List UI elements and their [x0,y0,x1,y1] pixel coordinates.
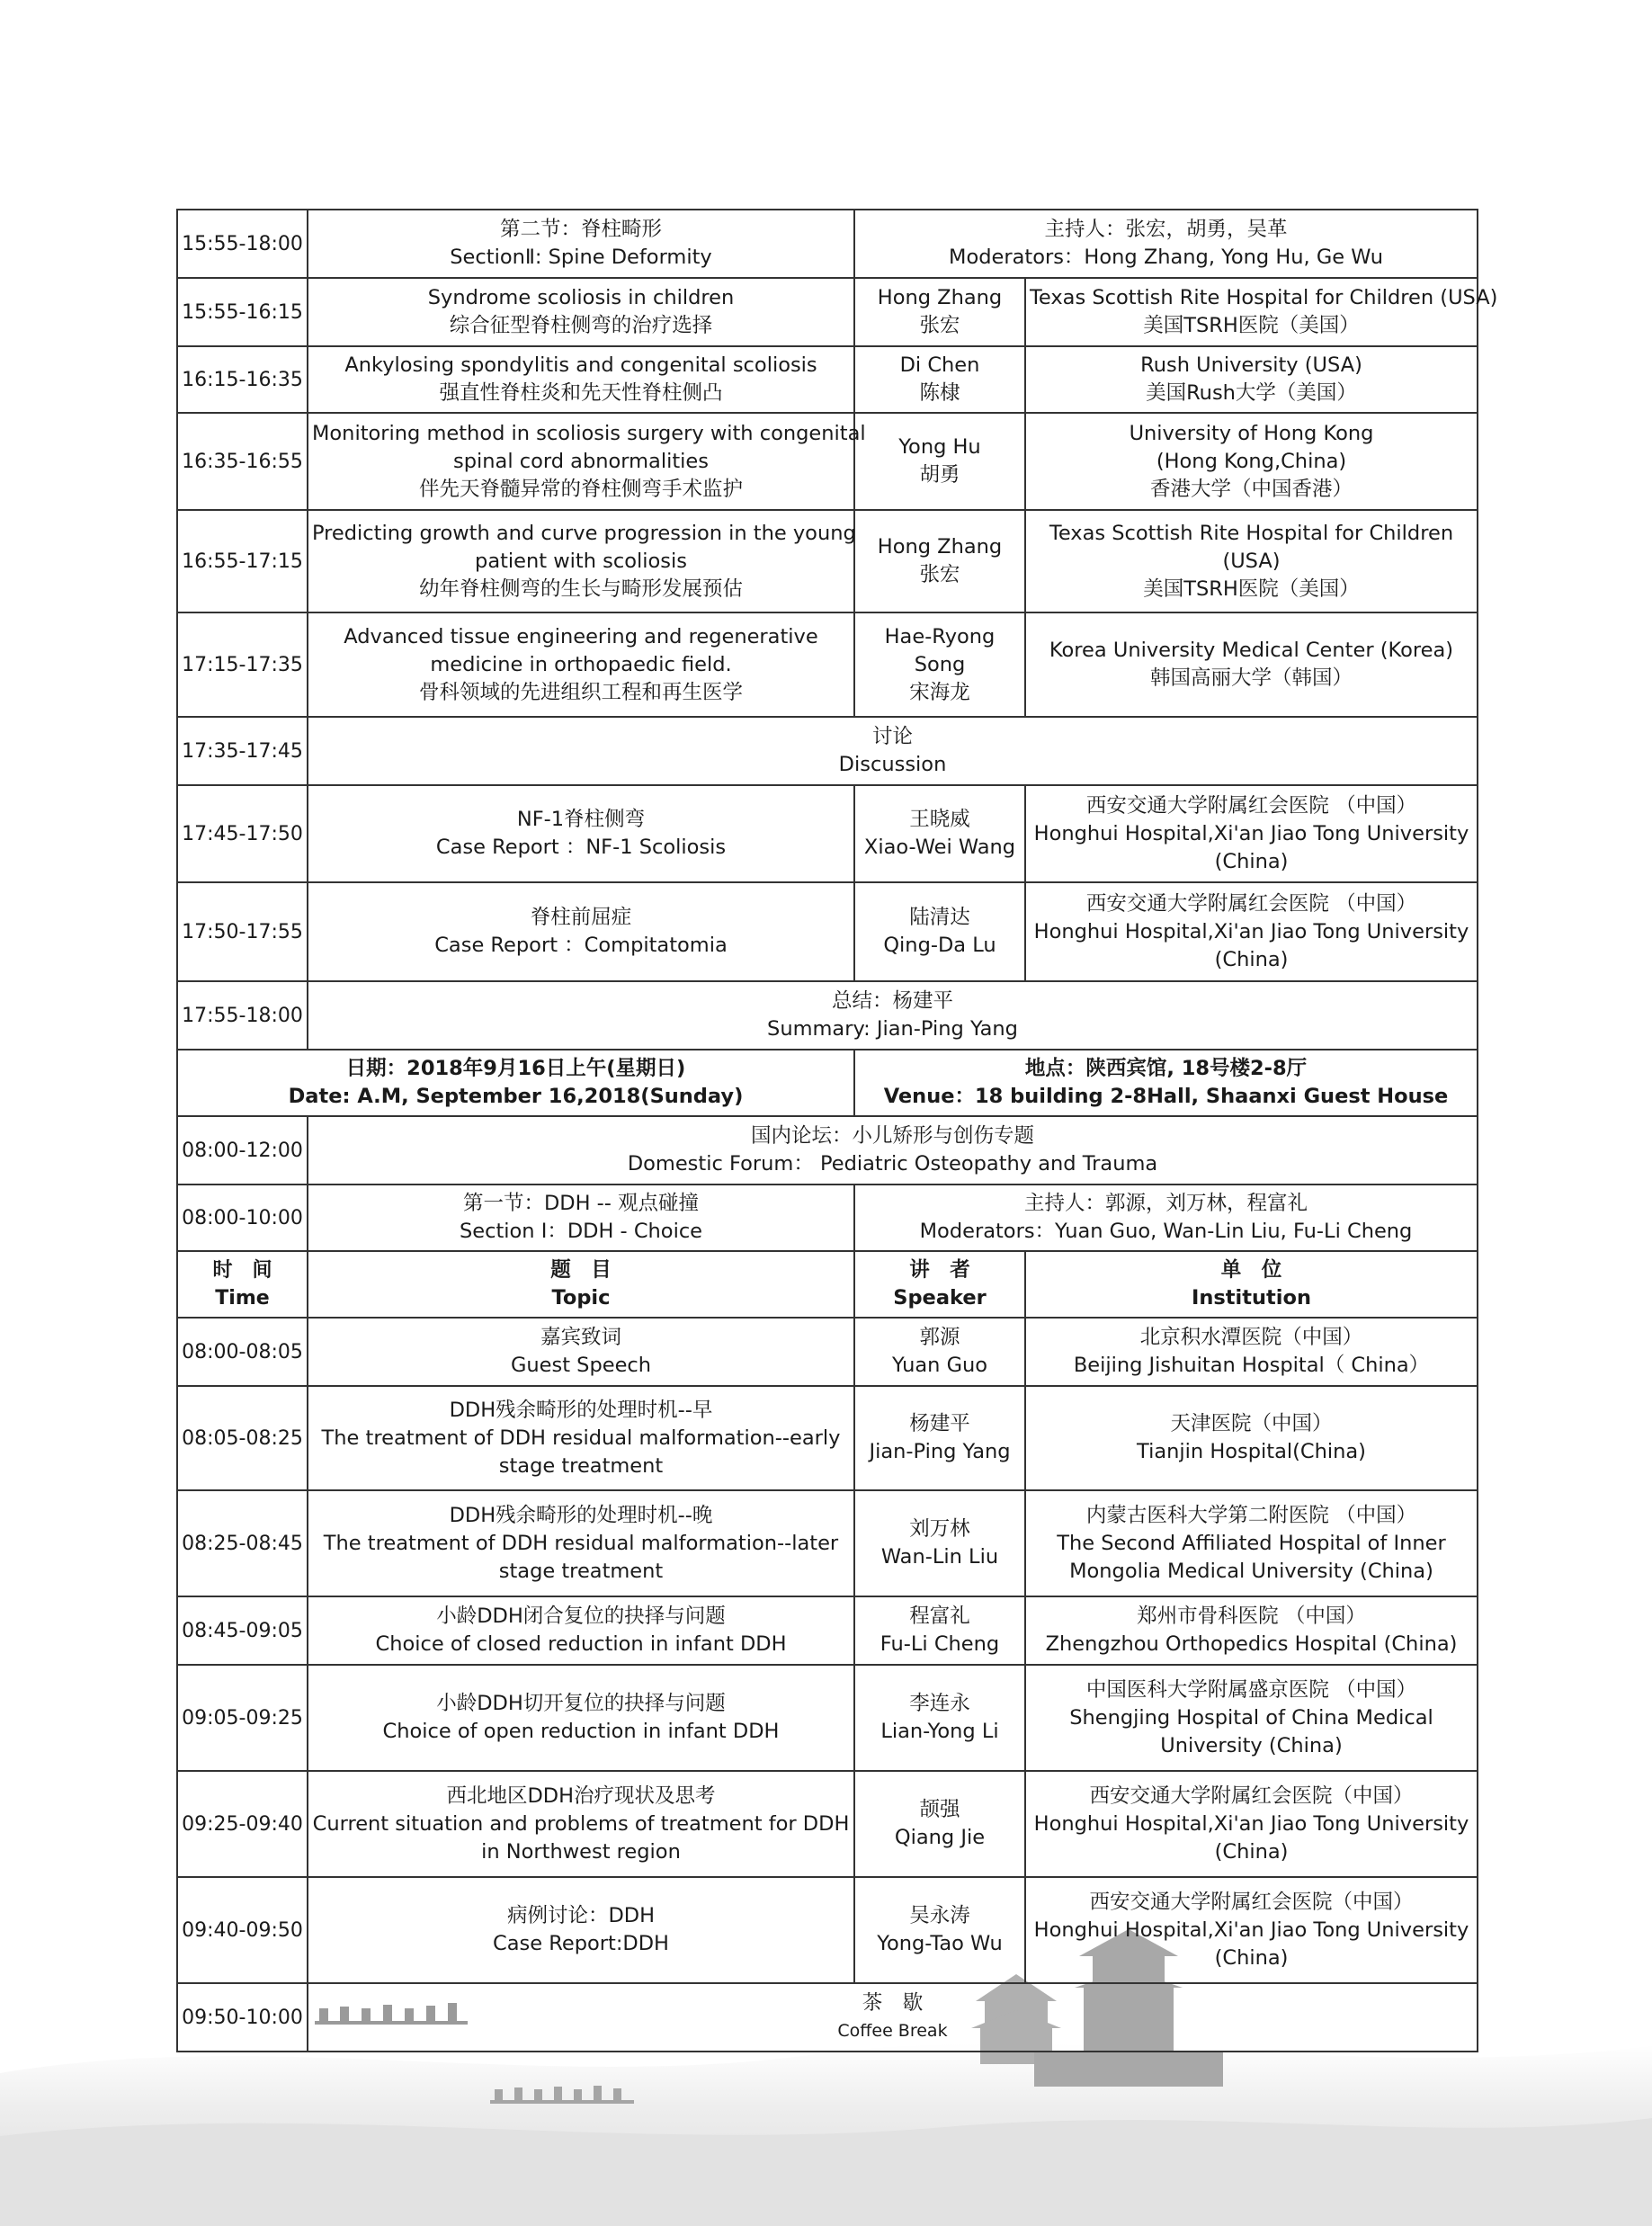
talk-row [177,510,1478,612]
speaker-cell [854,510,1025,612]
institution-cell-line: University (China) [1160,1733,1343,1757]
institution-cell [1025,882,1478,981]
speaker-cell [854,1665,1025,1771]
institution-cell [1025,1665,1478,1771]
institution-cell-line: 韩国高丽大学（韩国） [1149,666,1353,690]
time-cell: 08:00-08:05 [177,1318,308,1386]
speaker-cell [854,413,1025,510]
talk-row [177,1318,1478,1386]
topic-cell-line: Syndrome scoliosis in children [427,286,735,309]
section-row [177,1185,1478,1251]
institution-cell-line: Honghui Hospital,Xi'an Jiao Tong University [1033,1811,1469,1836]
institution-cell-line: (China) [1214,849,1289,873]
header-speaker-line: 讲 者 [909,1258,970,1282]
institution-cell [1025,1386,1478,1490]
topic-cell [308,785,854,882]
plenary-cell-line: 总结：杨建平 [831,989,953,1013]
header-topic-line: 题 目 [550,1258,612,1282]
institution-cell-line: 内蒙古医科大学第二附医院 （中国） [1085,1503,1417,1527]
talk-row [177,882,1478,981]
header-topic-line: Topic [551,1286,611,1310]
speaker-cell-line: Hae-Ryong [884,624,996,648]
topic-cell [308,1665,854,1771]
topic-cell [308,1877,854,1983]
speaker-cell-line: 程富礼 [909,1605,970,1628]
time-cell: 15:55-16:15 [177,278,308,346]
speaker-cell-line: Yuan Guo [891,1354,988,1377]
venue-cell-line: Venue：18 building 2-8Hall, Shaanxi Guest House [883,1085,1449,1108]
plenary-cell [308,1116,1478,1185]
topic-cell-line: The treatment of DDH residual malformation--early [321,1426,841,1450]
speaker-cell-line: Yong-Tao Wu [877,1932,1003,1955]
speaker-cell-line: Fu-Li Cheng [880,1632,1000,1656]
talk-row [177,1596,1478,1665]
time-cell: 09:40-09:50 [177,1877,308,1983]
speaker-cell-line: Yong Hu [898,435,981,459]
speaker-cell [854,785,1025,882]
section-title-cell-line: 第二节：脊柱畸形 [499,218,662,241]
speaker-cell-line: 张宏 [919,314,960,337]
topic-cell-line: Choice of closed reduction in infant DDH [375,1632,787,1656]
institution-cell [1025,1771,1478,1877]
plenary-row [177,1116,1478,1185]
speaker-cell-line: Jian-Ping Yang [869,1440,1011,1463]
topic-cell-line: patient with scoliosis [475,549,687,573]
plenary-cell-line: Discussion [838,753,947,776]
topic-cell-line: 骨科领域的先进组织工程和再生医学 [418,680,743,704]
time-cell: 08:00-10:00 [177,1185,308,1251]
time-cell: 17:55-18:00 [177,981,308,1050]
topic-cell [308,882,854,981]
speaker-cell [854,1386,1025,1490]
topic-cell-line: DDH残余畸形的处理时机--晚 [449,1503,713,1527]
talk-row [177,612,1478,717]
topic-cell [308,1490,854,1596]
institution-cell [1025,612,1478,717]
time-cell: 08:45-09:05 [177,1596,308,1665]
time-cell: 08:25-08:45 [177,1490,308,1596]
section-row [177,210,1478,278]
institution-cell-line: Shengjing Hospital of China Medical [1069,1705,1433,1730]
institution-cell-line: 香港大学（中国香港） [1149,477,1353,501]
header-time-line: Time [215,1287,270,1310]
speaker-cell-line: 刘万林 [909,1517,970,1541]
topic-cell [308,510,854,612]
speaker-cell-line: Song [914,652,966,676]
header-speaker [854,1251,1025,1318]
talk-row [177,278,1478,346]
topic-cell-line: Advanced tissue engineering and regenerative [344,624,818,648]
speaker-cell-line: Di Chen [899,353,980,377]
institution-cell-line: University of Hong Kong [1129,421,1374,445]
speaker-cell-line: Wan-Lin Liu [880,1545,999,1569]
institution-cell-line: (China) [1214,1945,1289,1970]
header-time-line: 时 间 [212,1259,272,1282]
topic-cell-line: The treatment of DDH residual malformation--later [323,1531,839,1555]
header-topic [308,1251,854,1318]
section-title-cell-line: 第一节：DDH -- 观点碰撞 [462,1192,700,1215]
header-institution-line: Institution [1192,1286,1311,1310]
speaker-cell-line: 张宏 [919,563,960,586]
moderators-cell-line: 主持人：郭源，刘万林，程富礼 [1023,1192,1308,1215]
topic-cell-line: Case Report ：NF-1 Scoliosis [435,836,727,859]
topic-cell-line: Guest Speech [510,1354,652,1377]
moderators-cell [854,210,1478,278]
topic-cell-line: stage treatment [498,1453,664,1478]
coffee-break-cell-line: Coffee Break [837,2021,948,2041]
plenary-row [177,717,1478,785]
topic-cell-line: Case Report:DDH [493,1932,669,1955]
institution-cell-line: Korea University Medical Center (Korea) [1049,639,1454,662]
topic-cell-line: Ankylosing spondylitis and congenital scoliosis [344,353,817,377]
moderators-cell [854,1185,1478,1251]
topic-cell [308,413,866,510]
institution-cell-line: 天津医院（中国） [1170,1412,1333,1435]
institution-cell-line: Zhengzhou Orthopedics Hospital (China) [1045,1632,1458,1656]
time-cell: 16:55-17:15 [177,510,308,612]
institution-cell [1025,346,1478,413]
topic-cell-line: 嘉宾致词 [540,1326,621,1349]
talk-row [177,413,1478,510]
time-cell: 16:15-16:35 [177,346,308,413]
speaker-cell-line: 宋海龙 [909,680,970,704]
institution-cell-line: Honghui Hospital,Xi'an Jiao Tong University [1033,919,1469,943]
institution-cell-line: 郑州市骨科医院 （中国） [1137,1605,1366,1628]
topic-cell-line: 小龄DDH切开复位的抉择与问题 [436,1692,726,1715]
time-cell: 09:25-09:40 [177,1771,308,1877]
date-venue-row [177,1050,1478,1116]
speaker-cell-line: 颉强 [919,1798,960,1821]
schedule-table [176,209,1498,2052]
institution-cell-line: (China) [1214,1839,1289,1864]
topic-cell-line: 西北地区DDH治疗现状及思考 [446,1783,716,1808]
speaker-cell-line: 陈棣 [919,381,960,405]
moderators-cell-line: 主持人：张宏，胡勇，吴革 [1044,218,1288,241]
section-title-cell [308,210,854,278]
time-cell: 09:50-10:00 [177,1983,308,2052]
plenary-cell [308,717,1478,785]
topic-cell [308,1386,854,1490]
speaker-cell [854,346,1025,413]
topic-cell [308,346,854,413]
institution-cell-line: Beijing Jishuitan Hospital（ China） [1073,1354,1430,1377]
speaker-cell-line: 胡勇 [919,463,960,487]
speaker-cell [854,1596,1025,1665]
institution-cell [1025,785,1478,882]
topic-cell [308,1596,854,1665]
time-cell: 16:35-16:55 [177,413,308,510]
talk-row [177,1386,1478,1490]
institution-cell-line: Texas Scottish Rite Hospital for Children (USA) [1030,286,1498,309]
date-cell [177,1050,854,1116]
speaker-cell [854,278,1025,346]
institution-cell-line: (Hong Kong,China) [1156,449,1347,473]
topic-cell-line: Monitoring method in scoliosis surgery with congenital [312,421,866,445]
talk-row [177,1665,1478,1771]
institution-cell-line: Honghui Hospital,Xi'an Jiao Tong University [1033,1918,1469,1942]
date-cell-line: Date: A.M, September 16,2018(Sunday) [288,1085,744,1108]
column-header-row [177,1251,1478,1318]
institution-cell-line: 美国TSRH医院（美国） [1143,314,1360,337]
speaker-cell [854,1318,1025,1386]
coffee-break-cell [308,1983,1478,2052]
plenary-cell-line: Domestic Forum： Pediatric Osteopathy and Trauma [627,1152,1158,1176]
topic-cell [308,1318,854,1386]
header-institution [1025,1251,1478,1318]
institution-cell-line: (USA) [1222,549,1281,573]
speaker-cell [854,1877,1025,1983]
speaker-cell [854,1490,1025,1596]
institution-cell [1025,1877,1478,1983]
coffee-break-row [177,1983,1478,2052]
venue-cell-line: 地点：陕西宾馆, 18号楼2-8厅 [1024,1057,1308,1080]
speaker-cell-line: 李连永 [909,1692,970,1715]
moderators-cell-line: Moderators：Yuan Guo, Wan-Lin Liu, Fu-Li Cheng [919,1220,1413,1243]
speaker-cell [854,882,1025,981]
topic-cell-line: in Northwest region [481,1839,681,1864]
plenary-cell [308,981,1478,1050]
time-cell: 17:35-17:45 [177,717,308,785]
plenary-row [177,981,1478,1050]
topic-cell-line: DDH残余畸形的处理时机--早 [449,1398,713,1422]
topic-cell-line: Case Report ：Compitatomia [434,934,728,957]
section-title-cell-line: SectionⅡ: Spine Deformity [450,246,712,269]
plenary-cell-line: 国内论坛：小儿矫形与创伤专题 [750,1124,1034,1148]
time-cell: 17:15-17:35 [177,612,308,717]
topic-cell [308,612,854,717]
institution-cell [1025,1596,1478,1665]
speaker-cell-line: 陆清达 [909,906,970,929]
institution-cell-line: Honghui Hospital,Xi'an Jiao Tong University [1033,821,1469,845]
header-speaker-line: Speaker [893,1286,987,1310]
speaker-cell-line: Hong Zhang [877,286,1003,309]
topic-cell-line: 伴先天脊髓异常的脊柱侧弯手术监护 [418,477,743,501]
institution-cell-line: 中国医科大学附属盛京医院 （中国） [1085,1677,1417,1702]
speaker-cell-line: 王晓威 [909,808,970,831]
coffee-break-cell-line: 茶 歇 [862,1991,924,2015]
plenary-cell-line: Summary: Jian-Ping Yang [767,1017,1018,1041]
talk-row [177,1877,1478,1983]
time-cell: 08:00-12:00 [177,1116,308,1185]
topic-cell-line: spinal cord abnormalities [453,449,709,473]
institution-cell-line: Mongolia Medical University (China) [1069,1559,1433,1583]
institution-cell-line: 美国TSRH医院（美国） [1143,577,1360,601]
plenary-cell-line: 讨论 [871,725,913,748]
topic-cell-line: 小龄DDH闭合复位的抉择与问题 [436,1605,726,1628]
topic-cell-line: 脊柱前屈症 [530,906,632,929]
speaker-cell-line: Lian-Yong Li [880,1720,999,1743]
header-time [177,1251,308,1318]
talk-row [177,1771,1478,1877]
institution-cell-line: 北京积水潭医院（中国） [1139,1326,1363,1349]
venue-cell [854,1050,1478,1116]
institution-cell [1025,278,1498,346]
time-cell: 08:05-08:25 [177,1386,308,1490]
section-title-cell-line: Section I：DDH - Choice [459,1220,703,1243]
institution-cell [1025,1318,1478,1386]
speaker-cell-line: Hong Zhang [877,535,1003,559]
topic-cell [308,278,854,346]
time-cell: 15:55-18:00 [177,210,308,278]
institution-cell-line: 美国Rush大学（美国） [1146,381,1357,405]
header-institution-line: 单 位 [1220,1258,1282,1282]
topic-cell [308,1771,854,1877]
time-cell: 17:45-17:50 [177,785,308,882]
talk-row [177,1490,1478,1596]
topic-cell-line: medicine in orthopaedic field. [430,652,732,676]
institution-cell [1025,1490,1478,1596]
institution-cell-line: 西安交通大学附属红会医院（中国） [1089,1783,1414,1808]
institution-cell-line: 西安交通大学附属红会医院 （中国） [1085,891,1417,916]
topic-cell-line: 幼年脊柱侧弯的生长与畸形发展预估 [418,577,743,601]
speaker-cell-line: Xiao-Wei Wang [863,836,1016,859]
institution-cell-line: (China) [1214,947,1289,971]
time-cell: 09:05-09:25 [177,1665,308,1771]
topic-cell-line: Predicting growth and curve progression in the young [312,521,856,545]
institution-cell-line: 西安交通大学附属红会医院（中国） [1089,1890,1414,1914]
institution-cell-line: Texas Scottish Rite Hospital for Children [1049,521,1454,545]
topic-cell-line: 综合征型脊柱侧弯的治疗选择 [449,314,713,337]
institution-cell-line: The Second Affiliated Hospital of Inner [1057,1531,1446,1555]
topic-cell-line: Current situation and problems of treatment for DDH [312,1811,850,1836]
talk-row [177,346,1478,413]
speaker-cell-line: 郭源 [919,1326,960,1349]
institution-cell-line: 西安交通大学附属红会医院 （中国） [1085,793,1417,818]
section-title-cell [308,1185,854,1251]
topic-cell-line: 病例讨论：DDH [506,1904,656,1927]
speaker-cell-line: 吴永涛 [909,1904,970,1927]
speaker-cell-line: Qiang Jie [894,1826,986,1849]
institution-cell [1025,510,1478,612]
speaker-cell-line: Qing-Da Lu [883,934,996,957]
moderators-cell-line: Moderators：Hong Zhang, Yong Hu, Ge Wu [949,246,1383,269]
talk-row [177,785,1478,882]
topic-cell-line: stage treatment [498,1559,664,1583]
speaker-cell [854,1771,1025,1877]
institution-cell-line: Tianjin Hospital(China) [1137,1440,1366,1463]
institution-cell-line: Rush University (USA) [1140,353,1362,377]
speaker-cell-line: 杨建平 [909,1412,970,1435]
time-cell: 17:50-17:55 [177,882,308,981]
speaker-cell [854,612,1025,717]
topic-cell-line: NF-1脊柱侧弯 [516,808,646,831]
topic-cell-line: 强直性脊柱炎和先天性脊柱侧凸 [439,381,723,405]
topic-cell-line: Choice of open reduction in infant DDH [382,1720,780,1743]
institution-cell [1025,413,1478,510]
date-cell-line: 日期：2018年9月16日上午(星期日) [345,1057,686,1080]
